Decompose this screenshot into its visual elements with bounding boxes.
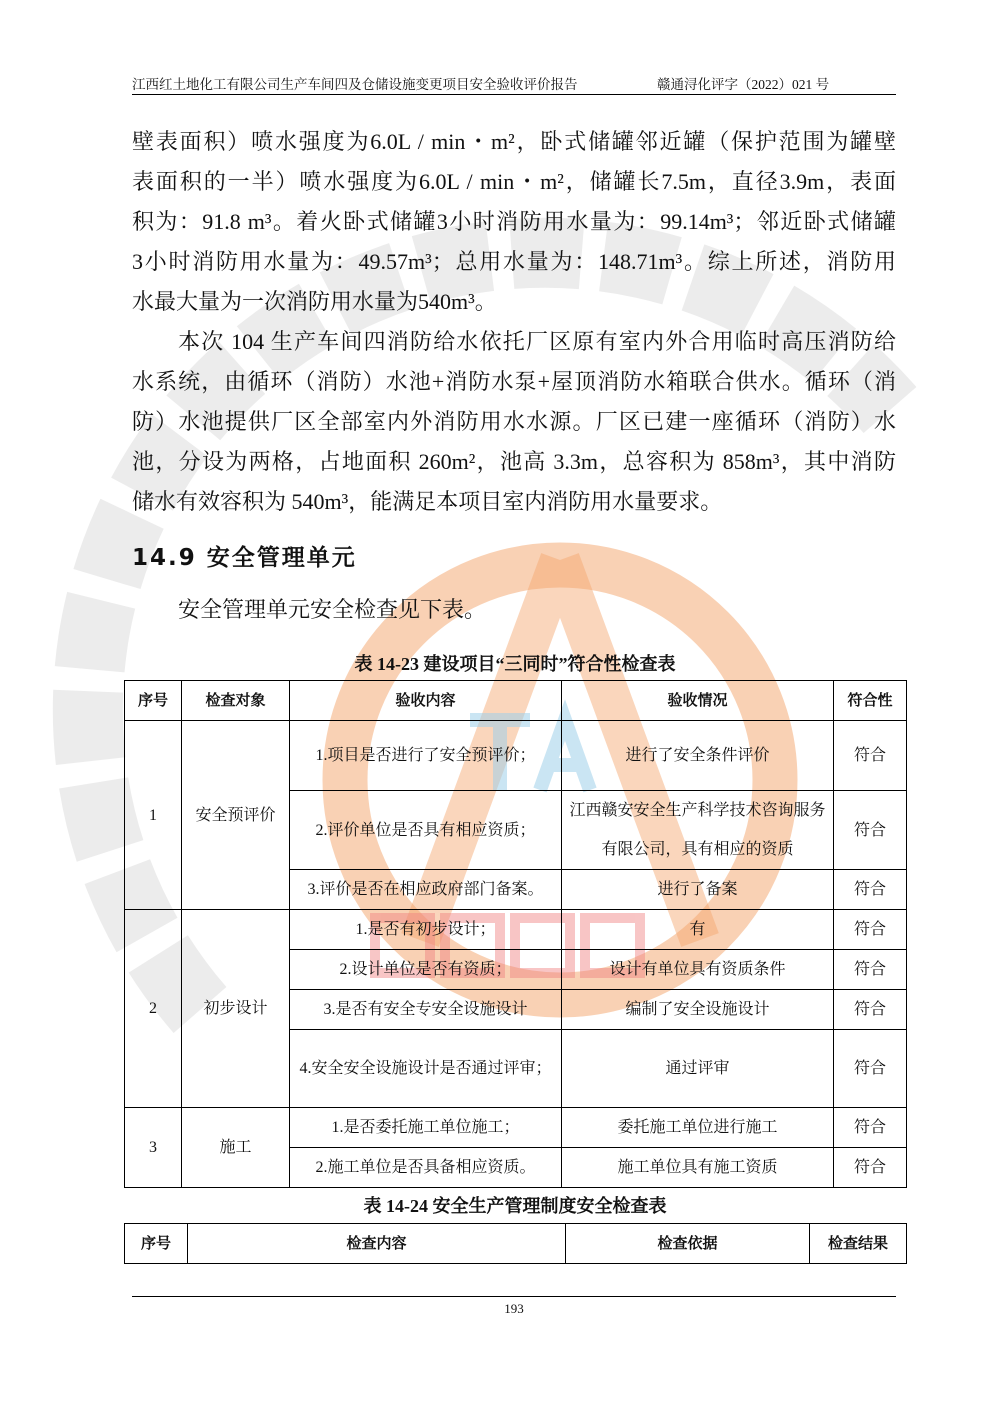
text-line: 水最大量为一次消防用水量为540m³。: [132, 289, 497, 314]
section-title: 14.9 安全管理单元: [132, 545, 357, 571]
cell-compliance: 符合: [834, 1148, 907, 1188]
col-header-basis: 检查依据: [566, 1224, 810, 1264]
col-header-no: 序号: [125, 681, 182, 721]
cell-content: 1.是否有初步设计；: [290, 910, 562, 950]
cell-status: 设计有单位具有资质条件: [562, 950, 834, 990]
cell-content: 1.是否委托施工单位施工；: [290, 1108, 562, 1148]
table-row: [125, 1108, 907, 1148]
cell-compliance: 符合: [834, 1108, 907, 1148]
col-header-no: 序号: [125, 1224, 188, 1264]
cell-status: 江西赣安安全生产科学技术咨询服务有限公司，具有相应的资质: [562, 791, 834, 870]
cell-no: 1: [125, 721, 182, 910]
cell-content: 2.设计单位是否有资质；: [290, 950, 562, 990]
cell-status: 有: [562, 910, 834, 950]
cell-compliance: 符合: [834, 1030, 907, 1108]
cell-no: 3: [125, 1108, 182, 1188]
text-line: 储水有效容积为 540m³，能满足本项目室内消防用水量要求。: [132, 489, 723, 514]
cell-status: 施工单位具有施工资质: [562, 1148, 834, 1188]
text-line: 3小时消防用水量为：49.57m³；总用水量为：148.71m³。综上所述，消防用: [132, 249, 896, 274]
cell-status: 委托施工单位进行施工: [562, 1108, 834, 1148]
text-line: 本次 104 生产车间四消防给水依托厂区原有室内外合用临时高压消防给: [178, 329, 896, 354]
cell-status: 编制了安全设施设计: [562, 990, 834, 1030]
cell-status: 通过评审: [562, 1030, 834, 1108]
col-header-compliance: 符合性: [834, 681, 907, 721]
cell-compliance: 符合: [834, 910, 907, 950]
page-header: [132, 76, 896, 95]
cell-content: 3.评价是否在相应政府部门备案。: [290, 870, 562, 910]
page-number: 193: [504, 1301, 524, 1316]
col-header-content: 验收内容: [290, 681, 562, 721]
cell-status: 进行了备案: [562, 870, 834, 910]
text-line: 池，分设为两格，占地面积 260m²，池高 3.3m，总容积为 858m³，其中消防: [132, 449, 896, 474]
cell-object: 初步设计: [182, 910, 290, 1108]
safety-management-check-table: [124, 1223, 907, 1264]
text-line: 水系统，由循环（消防）水池+消防水泵+屋顶消防水箱联合供水。循环（消: [132, 369, 896, 394]
cell-compliance: 符合: [834, 791, 907, 870]
text-line: 防）水池提供厂区全部室内外消防用水水源。厂区已建一座循环（消防）水: [132, 409, 896, 434]
text-line: 积为：91.8 m³。着火卧式储罐3小时消防用水量为：99.14m³；邻近卧式储罐: [132, 209, 896, 234]
cell-content: 2.施工单位是否具备相应资质。: [290, 1148, 562, 1188]
three-simultaneous-check-table: [124, 680, 907, 1188]
text-line: 安全管理单元安全检查见下表。: [178, 597, 487, 622]
cell-content: 2.评价单位是否具有相应资质；: [290, 791, 562, 870]
header-doc-number: 赣通浔化评字（2022）021 号: [657, 77, 830, 92]
cell-content: 4.安全安全设施设计是否通过评审；: [290, 1030, 562, 1108]
header-title: 江西红土地化工有限公司生产车间四及仓储设施变更项目安全验收评价报告: [132, 77, 578, 92]
cell-compliance: 符合: [834, 950, 907, 990]
table-row: [125, 721, 907, 791]
col-header-content: 检查内容: [188, 1224, 566, 1264]
cell-compliance: 符合: [834, 721, 907, 791]
cell-content: 3.是否有安全专安全设施设计: [290, 990, 562, 1030]
text-line: 壁表面积）喷水强度为6.0L / min・m²，卧式储罐邻近罐（保护范围为罐壁: [132, 129, 896, 154]
col-header-status: 验收情况: [562, 681, 834, 721]
paragraph-water-usage: [132, 122, 896, 322]
table-row: [125, 910, 907, 950]
page-footer: [132, 1296, 896, 1317]
cell-no: 2: [125, 910, 182, 1108]
table1-caption: 表 14-23 建设项目“三同时”符合性检查表: [354, 654, 676, 674]
cell-content: 1.项目是否进行了安全预评价；: [290, 721, 562, 791]
col-header-object: 检查对象: [182, 681, 290, 721]
cell-compliance: 符合: [834, 870, 907, 910]
table2-caption: 表 14-24 安全生产管理制度安全检查表: [363, 1196, 667, 1216]
cell-object: 安全预评价: [182, 721, 290, 910]
cell-object: 施工: [182, 1108, 290, 1188]
paragraph-intro: [132, 590, 896, 630]
paragraph-fire-water-system: [132, 322, 896, 522]
cell-status: 进行了安全条件评价: [562, 721, 834, 791]
text-line: 表面积的一半）喷水强度为6.0L / min・m²，储罐长7.5m，直径3.9m，表面: [132, 169, 896, 194]
cell-compliance: 符合: [834, 990, 907, 1030]
col-header-result: 检查结果: [810, 1224, 907, 1264]
